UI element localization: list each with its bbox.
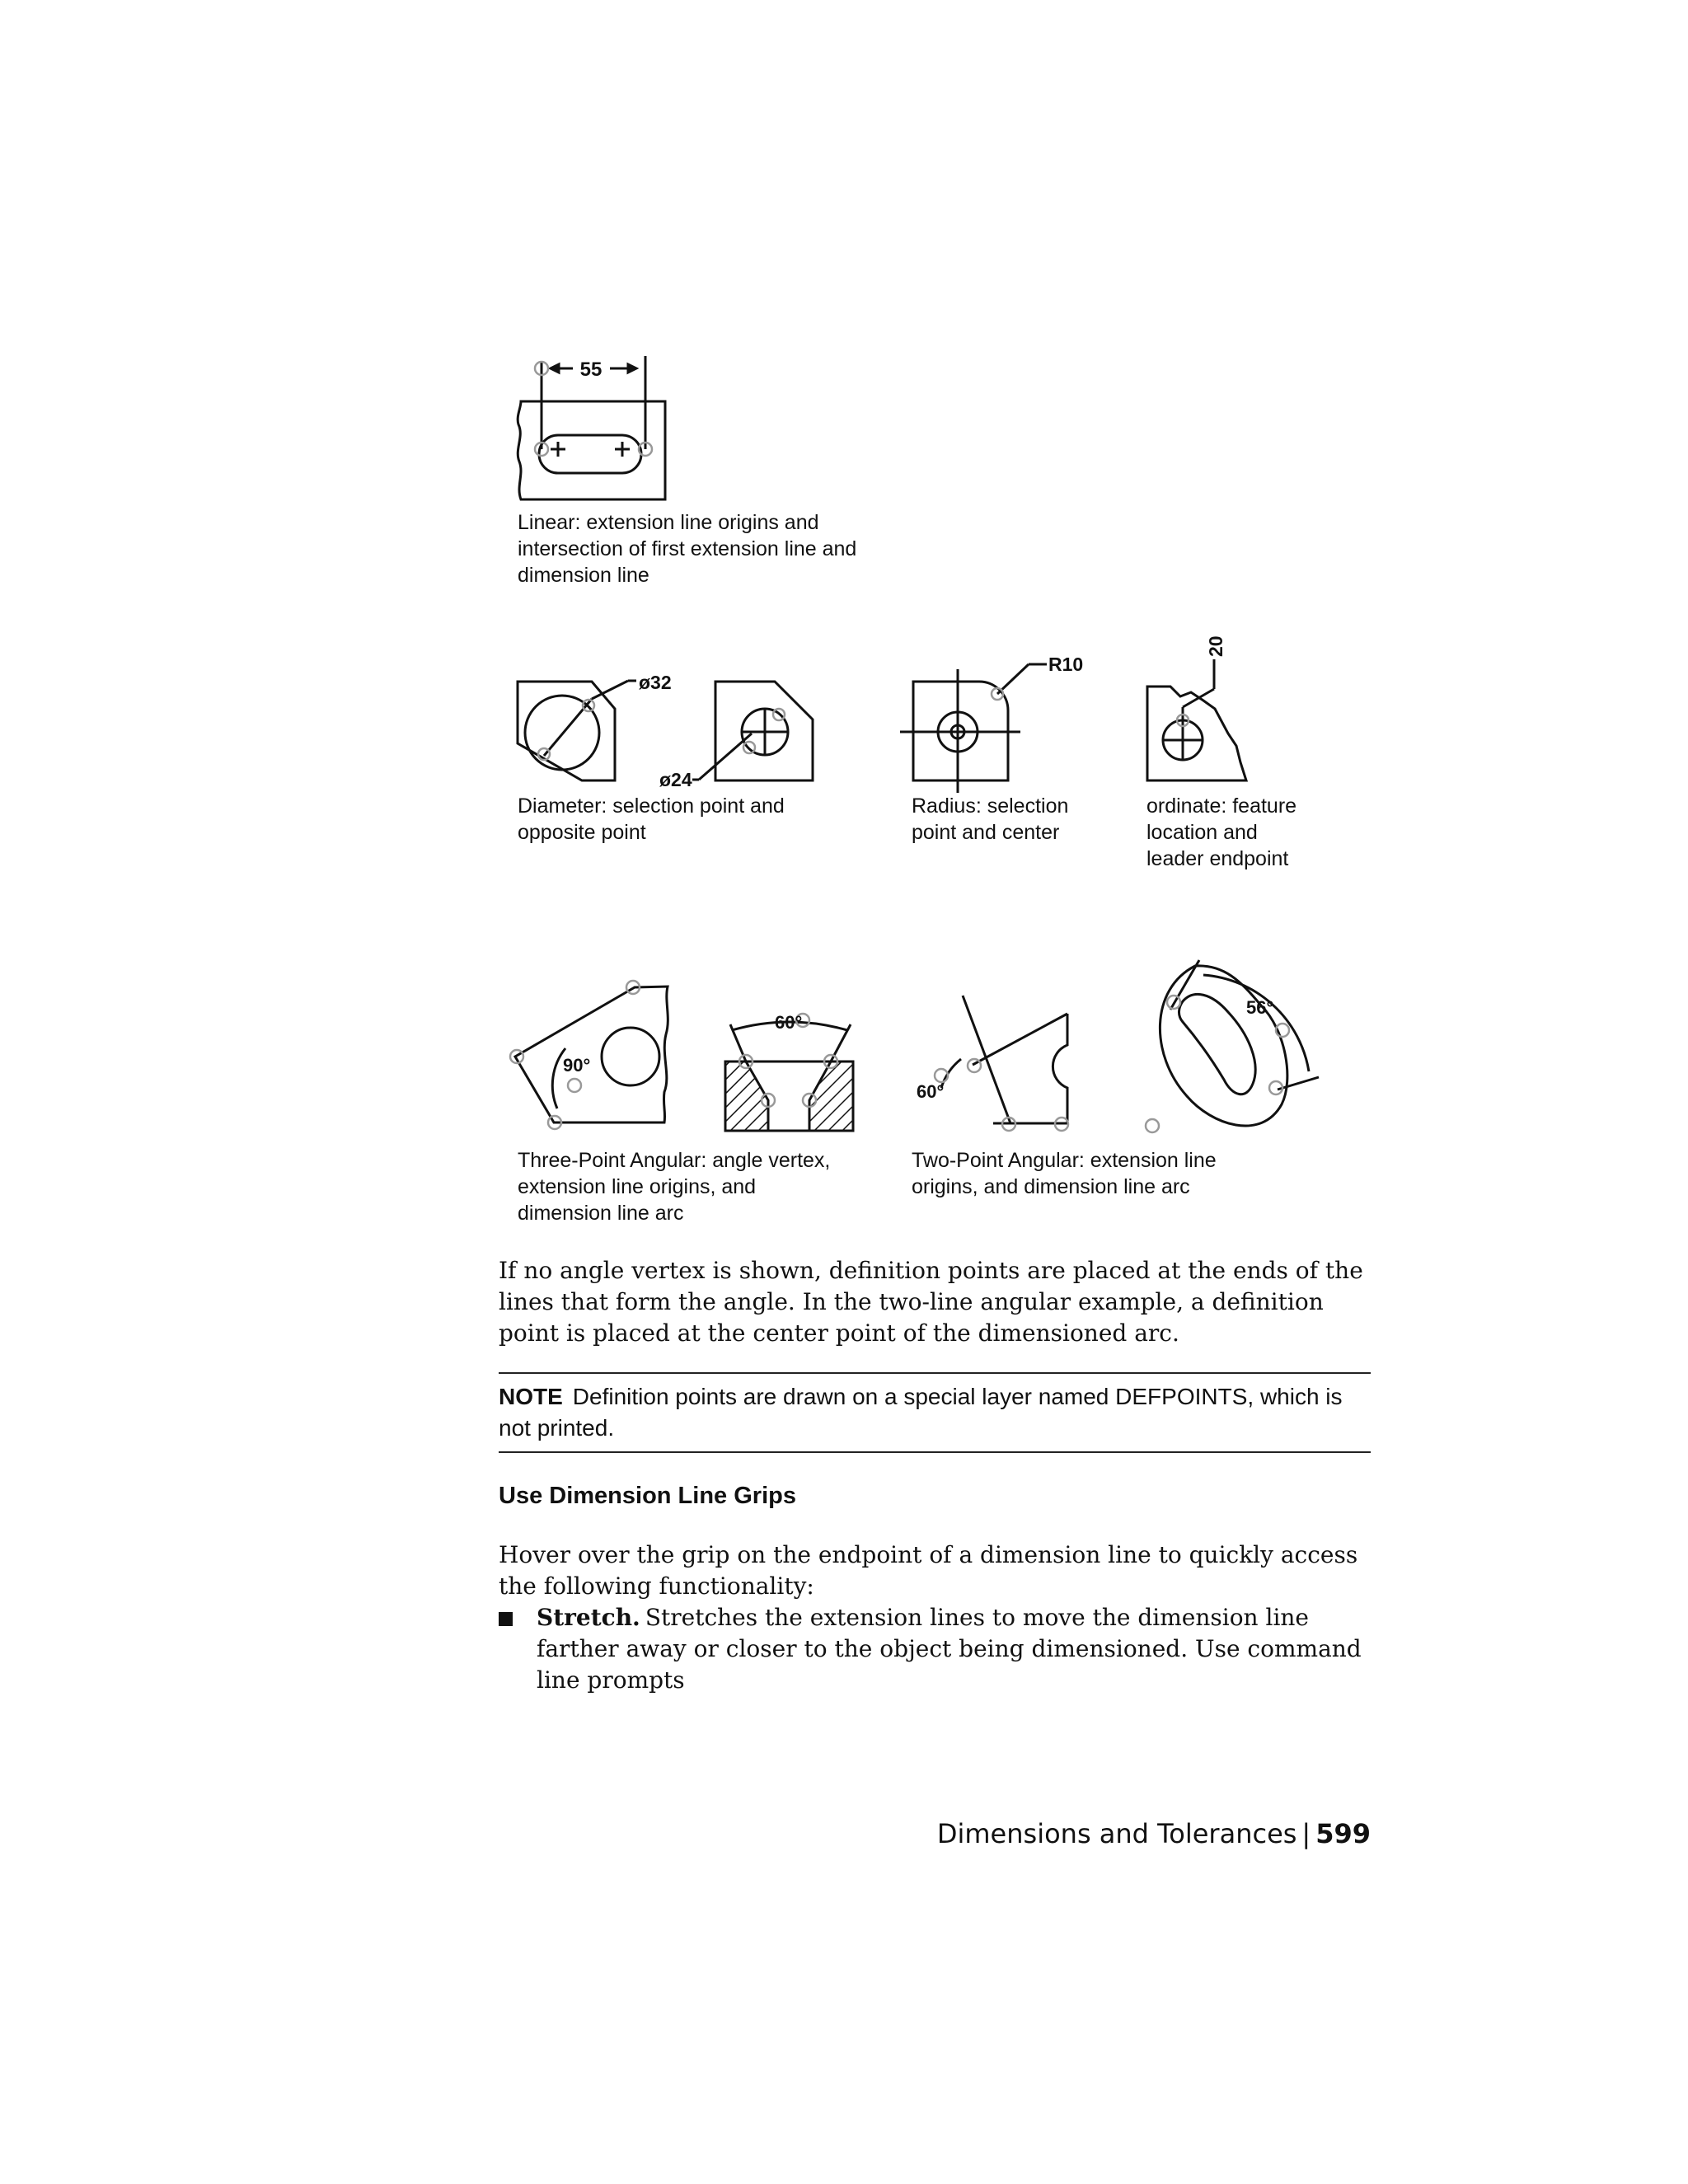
page-footer — [937, 1817, 1371, 1850]
footer-separator: | — [1301, 1818, 1311, 1849]
radius-label: R10 — [1048, 654, 1084, 675]
bullet-term: Stretch. — [537, 1604, 640, 1631]
three-point-caption: Three-Point Angular: angle vertex, extension line origins, and dimension line arc — [518, 1149, 831, 1225]
page-number: 599 — [1315, 1818, 1371, 1849]
diameter-caption: Diameter: selection point and opposite point — [518, 794, 785, 844]
ordinate-label: 20 — [1205, 635, 1226, 657]
note-label: NOTE — [499, 1384, 563, 1409]
radius-caption: Radius: selection point and center — [912, 794, 1069, 844]
section-heading: Use Dimension Line Grips — [499, 1483, 796, 1509]
two-point-angular-diagram — [935, 960, 1319, 1132]
note-box — [499, 1372, 1371, 1453]
bullet-square-icon — [499, 1612, 513, 1626]
note-text-block — [499, 1381, 1371, 1444]
diameter-32-label: ø32 — [639, 672, 672, 693]
diameter-24-label: ø24 — [659, 769, 692, 790]
ordinate-diagram — [1147, 659, 1246, 780]
bullet-description: Stretches the extension lines to move the dimension line farther away or closer to the object being dimensioned. Use command line prompts — [537, 1604, 1362, 1694]
angle-56-label: 56° — [1246, 997, 1274, 1018]
linear-dim-label: 55 — [579, 359, 603, 381]
paragraph-hover-grip: Hover over the grip on the endpoint of a dimension line to quickly access the following functionality: — [499, 1541, 1358, 1600]
angle-60-top-label: 60° — [775, 1012, 803, 1033]
two-point-caption: Two-Point Angular: extension line origins, and dimension line arc — [912, 1149, 1217, 1198]
note-text: Definition points are drawn on a special layer named DEFPOINTS, which is not printed. — [499, 1384, 1343, 1441]
radius-diagram — [900, 664, 1047, 793]
ordinate-caption: ordinate: feature location and leader endpoint — [1146, 794, 1297, 870]
linear-caption: Linear: extension line origins and intersection of first extension line and dimension line — [518, 511, 857, 587]
angle-60-bottom-label: 60° — [917, 1081, 945, 1102]
angle-90-label: 90° — [563, 1055, 591, 1076]
diameter-diagram — [518, 681, 813, 780]
bullet-text-block — [537, 1602, 1371, 1696]
three-point-angular-diagram — [510, 981, 853, 1131]
footer-section-title: Dimensions and Tolerances — [936, 1818, 1297, 1849]
paragraph-definition-points: If no angle vertex is shown, definition points are placed at the ends of the lines that form the angle. In the two-line angular example, a definition point is placed at the center point of the dimensioned arc. — [499, 1257, 1363, 1347]
